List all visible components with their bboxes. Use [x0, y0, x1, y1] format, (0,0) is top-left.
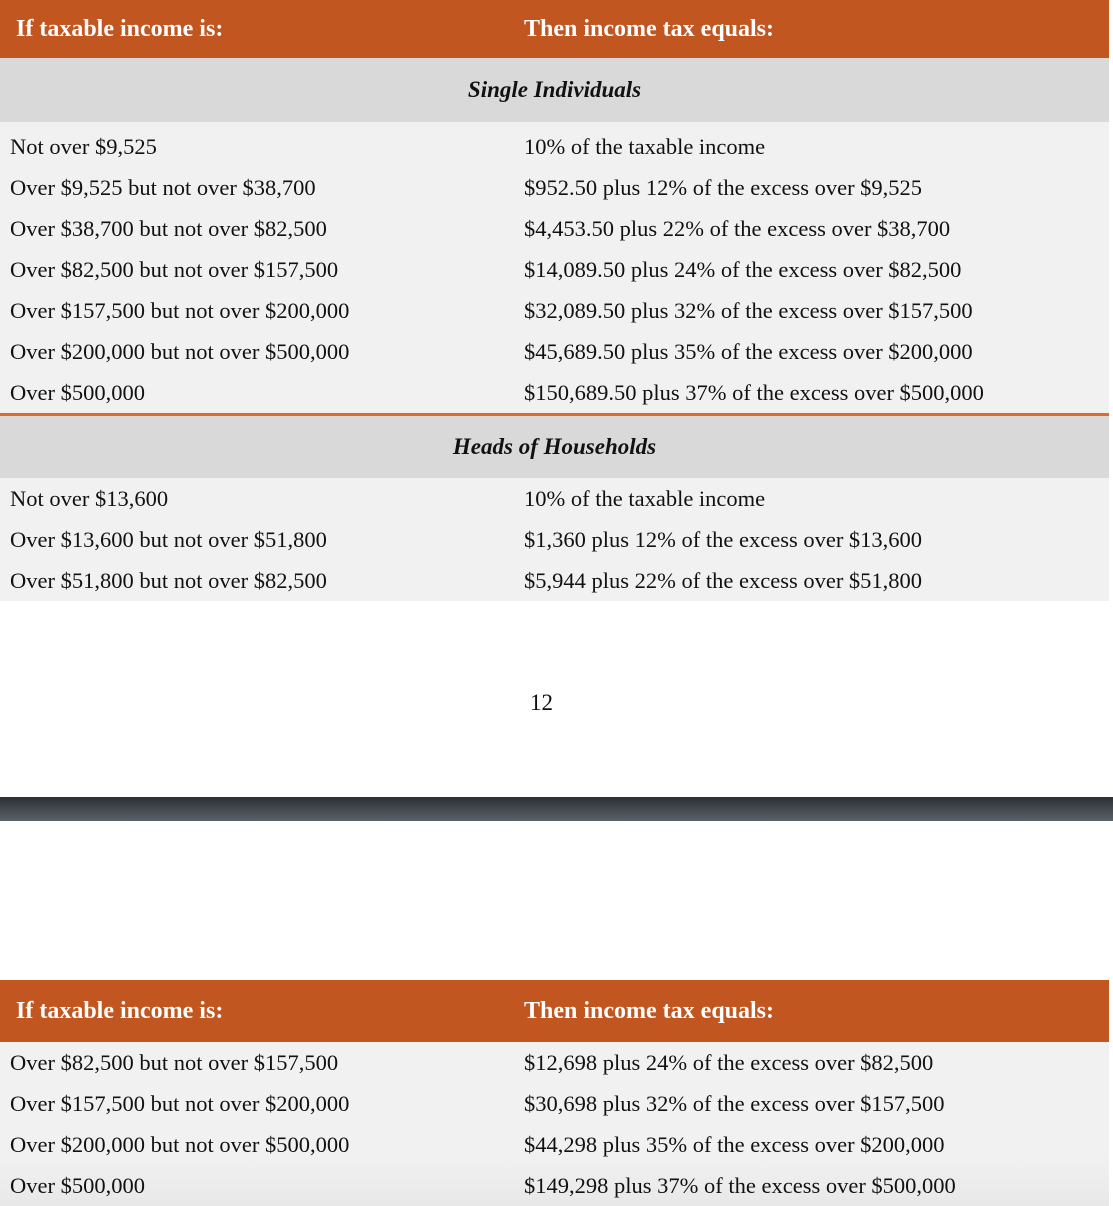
page-number: 12: [530, 690, 553, 715]
table-header: [0, 0, 1109, 58]
income-cell: Over $38,700 but not over $82,500: [10, 215, 327, 241]
tax-cell: $44,298 plus 35% of the excess over $200,000: [524, 1131, 945, 1157]
income-cell: Over $9,525 but not over $38,700: [10, 174, 316, 200]
table-row: [0, 478, 1109, 519]
table-row: [0, 290, 1109, 331]
heads-rows: [0, 478, 1109, 601]
income-cell: Not over $9,525: [10, 133, 157, 159]
table-row: [0, 519, 1109, 560]
tax-cell: $952.50 plus 12% of the excess over $9,525: [524, 174, 923, 200]
table-row: [0, 1042, 1109, 1083]
tax-cell: $14,089.50 plus 24% of the excess over $82,500: [524, 256, 962, 282]
tax-cell: $149,298 plus 37% of the excess over $500,000: [524, 1172, 956, 1198]
income-cell: Over $200,000 but not over $500,000: [10, 1131, 350, 1157]
tax-cell: $30,698 plus 32% of the excess over $157,500: [524, 1090, 945, 1116]
page-12: [0, 0, 1109, 601]
tax-cell: 10% of the taxable income: [524, 133, 766, 159]
table-row: [0, 331, 1109, 372]
single-rows: [0, 122, 1109, 413]
continued-rows: [0, 1042, 1109, 1206]
section-title-heads: Heads of Households: [0, 416, 1109, 478]
tax-cell: $5,944 plus 22% of the excess over $51,800: [524, 567, 923, 593]
tax-cell: 10% of the taxable income: [524, 485, 766, 511]
tax-cell: $4,453.50 plus 22% of the excess over $38,700: [524, 215, 951, 241]
table-row: [0, 126, 1109, 167]
income-cell: Over $82,500 but not over $157,500: [10, 256, 339, 282]
table-row: [0, 372, 1109, 413]
income-cell: Over $500,000: [10, 1172, 145, 1198]
section-title-single: Single Individuals: [0, 58, 1109, 122]
income-cell: Over $157,500 but not over $200,000: [10, 297, 350, 323]
income-cell: Over $51,800 but not over $82,500: [10, 567, 327, 593]
income-cell: Over $13,600 but not over $51,800: [10, 526, 327, 552]
table-row: [0, 167, 1109, 208]
tax-cell: $150,689.50 plus 37% of the excess over $500,000: [524, 379, 984, 405]
header-income-label: If taxable income is:: [16, 15, 224, 42]
tax-cell: $12,698 plus 24% of the excess over $82,500: [524, 1049, 934, 1075]
income-cell: Over $157,500 but not over $200,000: [10, 1090, 350, 1116]
header-tax-label: Then income tax equals:: [524, 997, 775, 1024]
page-break-divider: [0, 797, 1113, 821]
tax-cell: $45,689.50 plus 35% of the excess over $200,000: [524, 338, 973, 364]
table-header: [0, 980, 1109, 1042]
income-cell: Over $82,500 but not over $157,500: [10, 1049, 339, 1075]
table-row: [0, 208, 1109, 249]
header-income-label: If taxable income is:: [16, 997, 224, 1024]
table-row: [0, 560, 1109, 601]
page-13: [0, 980, 1109, 1206]
table-row: [0, 1124, 1109, 1165]
income-cell: Not over $13,600: [10, 485, 169, 511]
tax-cell: $32,089.50 plus 32% of the excess over $157,500: [524, 297, 973, 323]
income-cell: Over $500,000: [10, 379, 145, 405]
table-row: [0, 1083, 1109, 1124]
header-tax-label: Then income tax equals:: [524, 15, 775, 42]
tax-cell: $1,360 plus 12% of the excess over $13,600: [524, 526, 923, 552]
table-row: [0, 249, 1109, 290]
income-cell: Over $200,000 but not over $500,000: [10, 338, 350, 364]
